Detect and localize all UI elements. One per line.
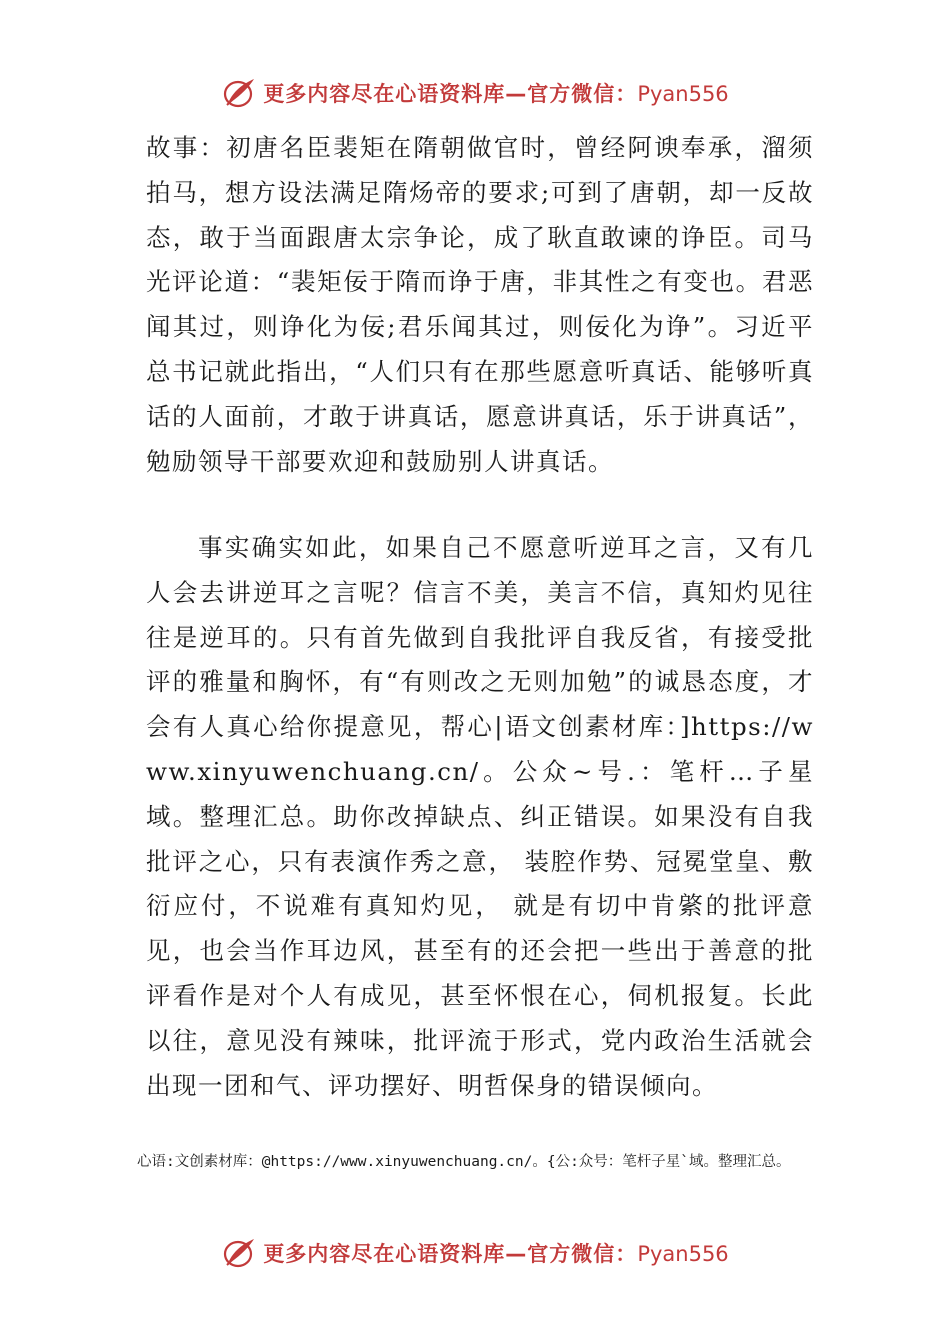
banner-wechat-id: Pyan556	[637, 82, 729, 106]
banner-text	[263, 1238, 728, 1268]
paragraph-story: 故事：初唐名臣裴矩在隋朝做官时，曾经阿谀奉承，溜须拍马，想方设法满足隋炀帝的要求;可到了唐朝，却一反故态，敢于当面跟唐太宗争论，成了耿直敢谏的诤臣。司马光评论道：“裴矩佞于隋而诤于唐，非其性之有变也。君恶闻其过，则诤化为佞;君乐闻其过，则佞化为诤”。习近平总书记就此指出，“人们只有在那些愿意听真话、能够听真话的人面前，才敢于讲真话，愿意讲真话，乐于讲真话”，勉励领导干部要欢迎和鼓励别人讲真话。	[146, 133, 814, 476]
banner-label: 更多内容尽在心语资料库—官方微信：	[263, 82, 638, 106]
feather-pen-logo-icon	[221, 75, 257, 111]
feather-pen-logo-icon	[221, 1235, 257, 1271]
banner-wechat-id: Pyan556	[637, 1242, 729, 1266]
header-banner	[0, 68, 950, 118]
banner-text	[263, 78, 728, 108]
footer-banner	[0, 1228, 950, 1278]
banner-label: 更多内容尽在心语资料库—官方微信：	[263, 1242, 638, 1266]
paragraph-main: 事实确实如此，如果自己不愿意听逆耳之言，又有几人会去讲逆耳之言呢？信言不美，美言不信，真知灼见往往是逆耳的。只有首先做到自我批评自我反省，有接受批评的雅量和胸怀，有“有则改之无则加勉”的诚恳态度，才会有人真心给你提意见，帮心|语文创素材库：]https://www.xinyuwenchuang.cn/。公众~号.：笔杆…子星域。整理汇总。助你改掉缺点、纠正错误。如果没有自我批评之心，只有表演作秀之意， 装腔作势、冠冕堂皇、敷衍应付，不说难有真知灼见， 就是有切中肯綮的批评意见，也会当作耳边风，甚至有的还会把一些出于善意的批评看作是对个人有成见，甚至怀恨在心，伺机报复。长此以往，意见没有辣味，批评流于形式，党内政治生活就会出现一团和气、评功摆好、明哲保身的错误倾向。	[146, 533, 814, 1100]
footnote: 心语:文创素材库：@https://www.xinyuwenchuang.cn/。{公:众号：笔杆子星`域。整理汇总。	[137, 1154, 791, 1170]
